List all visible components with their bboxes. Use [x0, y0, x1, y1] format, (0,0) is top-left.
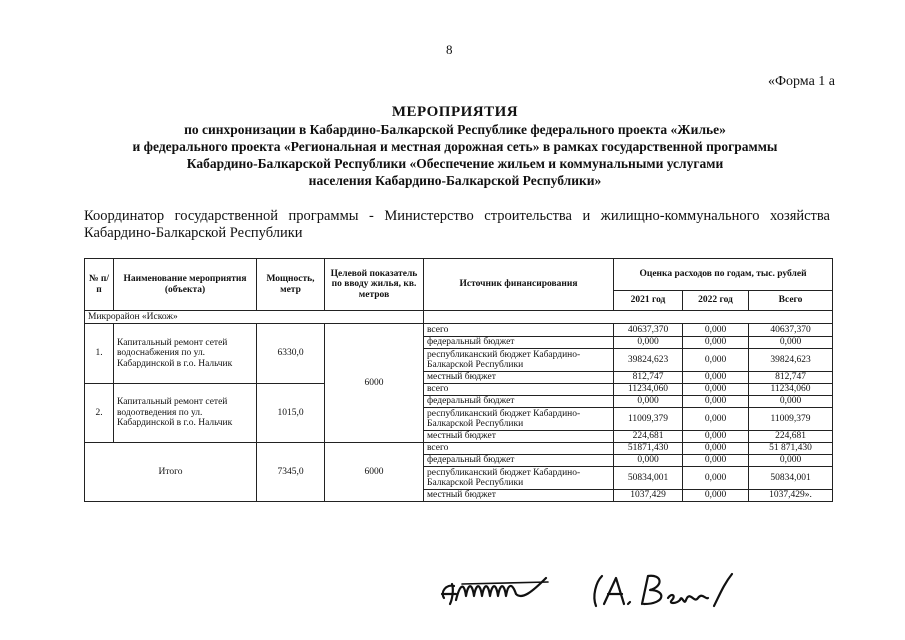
source-label: всего — [424, 443, 614, 455]
source-label: местный бюджет — [424, 490, 614, 502]
value-2022: 0,000 — [683, 384, 749, 396]
title-line: населения Кабардино-Балкарской Республики» — [308, 173, 602, 188]
row-name: Капитальный ремонт сетей водоотведения по ул. Кабардинской в г.о. Нальчик — [114, 384, 257, 443]
value-2022: 0,000 — [683, 324, 749, 337]
header-total: Всего — [749, 291, 833, 311]
document-title — [60, 104, 850, 189]
header-capacity: Мощность, метр — [257, 259, 325, 311]
value-2021: 224,681 — [614, 431, 683, 443]
value-2021: 40637,370 — [614, 324, 683, 337]
value-2022: 0,000 — [683, 349, 749, 372]
source-label: республиканский бюджет Кабардино-Балкарской Республики — [424, 467, 614, 490]
row-name: Капитальный ремонт сетей водоснабжения по ул. Кабардинской в г.о. Нальчик — [114, 324, 257, 384]
value-2022: 0,000 — [683, 431, 749, 443]
coordinator-text: Координатор государственной программы - Министерство строительства и жилищно-коммунального хозяйства Кабардино-Балкарской Республики — [84, 208, 830, 241]
value-2022: 0,000 — [683, 443, 749, 455]
title-line: Кабардино-Балкарской Республики «Обеспечение жильем и коммунальными услугами — [186, 156, 724, 171]
form-label: «Форма 1 а — [767, 74, 835, 89]
source-label: всего — [424, 324, 614, 337]
value-2021: 0,000 — [614, 455, 683, 467]
source-label: местный бюджет — [424, 431, 614, 443]
value-2021: 0,000 — [614, 337, 683, 349]
header-estimate: Оценка расходов по годам, тыс. рублей — [614, 259, 833, 291]
source-label: местный бюджет — [424, 372, 614, 384]
value-total: 224,681 — [749, 431, 833, 443]
value-total: 50834,001 — [749, 467, 833, 490]
value-total: 0,000 — [749, 337, 833, 349]
title-line: по синхронизации в Кабардино-Балкарской Республике федерального проекта «Жилье» — [184, 122, 726, 137]
value-2022: 0,000 — [683, 455, 749, 467]
source-label: всего — [424, 384, 614, 396]
value-2021: 1037,429 — [614, 490, 683, 502]
value-2021: 11009,379 — [614, 408, 683, 431]
row-target: 6000 — [325, 324, 424, 443]
value-2021: 812,747 — [614, 372, 683, 384]
header-source: Источник финансирования — [424, 259, 614, 311]
value-2022: 0,000 — [683, 467, 749, 490]
value-total: 11234,060 — [749, 384, 833, 396]
value-2022: 0,000 — [683, 408, 749, 431]
title-main: МЕРОПРИЯТИЯ — [391, 104, 519, 120]
header-num: № п/п — [85, 259, 114, 311]
header-name: Наименование мероприятия (объекта) — [114, 259, 257, 311]
section-label: Микрорайон «Искож» — [85, 311, 424, 324]
blank-cell — [683, 311, 749, 324]
row-num: 2. — [85, 384, 114, 443]
value-2021: 50834,001 — [614, 467, 683, 490]
total-target: 6000 — [325, 443, 424, 502]
events-table — [84, 258, 833, 502]
source-label: республиканский бюджет Кабардино-Балкарской Республики — [424, 408, 614, 431]
handwritten-signature — [436, 570, 736, 620]
value-total: 1037,429». — [749, 490, 833, 502]
total-label: Итого — [85, 443, 257, 502]
blank-cell — [614, 311, 683, 324]
header-2022: 2022 год — [683, 291, 749, 311]
source-label: федеральный бюджет — [424, 337, 614, 349]
header-target: Целевой показатель по вводу жилья, кв. метров — [325, 259, 424, 311]
value-2021: 51871,430 — [614, 443, 683, 455]
total-capacity: 7345,0 — [257, 443, 325, 502]
row-capacity: 6330,0 — [257, 324, 325, 384]
value-2022: 0,000 — [683, 337, 749, 349]
value-2022: 0,000 — [683, 396, 749, 408]
source-label: федеральный бюджет — [424, 396, 614, 408]
row-capacity: 1015,0 — [257, 384, 325, 443]
value-total: 51 871,430 — [749, 443, 833, 455]
value-2022: 0,000 — [683, 490, 749, 502]
value-2022: 0,000 — [683, 372, 749, 384]
value-total: 0,000 — [749, 396, 833, 408]
value-total: 0,000 — [749, 455, 833, 467]
value-total: 40637,370 — [749, 324, 833, 337]
title-line: и федерального проекта «Региональная и местная дорожная сеть» в рамках государственной программы — [132, 139, 778, 154]
value-total: 11009,379 — [749, 408, 833, 431]
value-2021: 39824,623 — [614, 349, 683, 372]
blank-cell — [424, 311, 614, 324]
value-2021: 11234,060 — [614, 384, 683, 396]
page-number: 8 — [446, 42, 453, 57]
source-label: республиканский бюджет Кабардино-Балкарской Республики — [424, 349, 614, 372]
value-total: 39824,623 — [749, 349, 833, 372]
value-total: 812,747 — [749, 372, 833, 384]
header-2021: 2021 год — [614, 291, 683, 311]
source-label: федеральный бюджет — [424, 455, 614, 467]
row-num: 1. — [85, 324, 114, 384]
value-2021: 0,000 — [614, 396, 683, 408]
blank-cell — [749, 311, 833, 324]
